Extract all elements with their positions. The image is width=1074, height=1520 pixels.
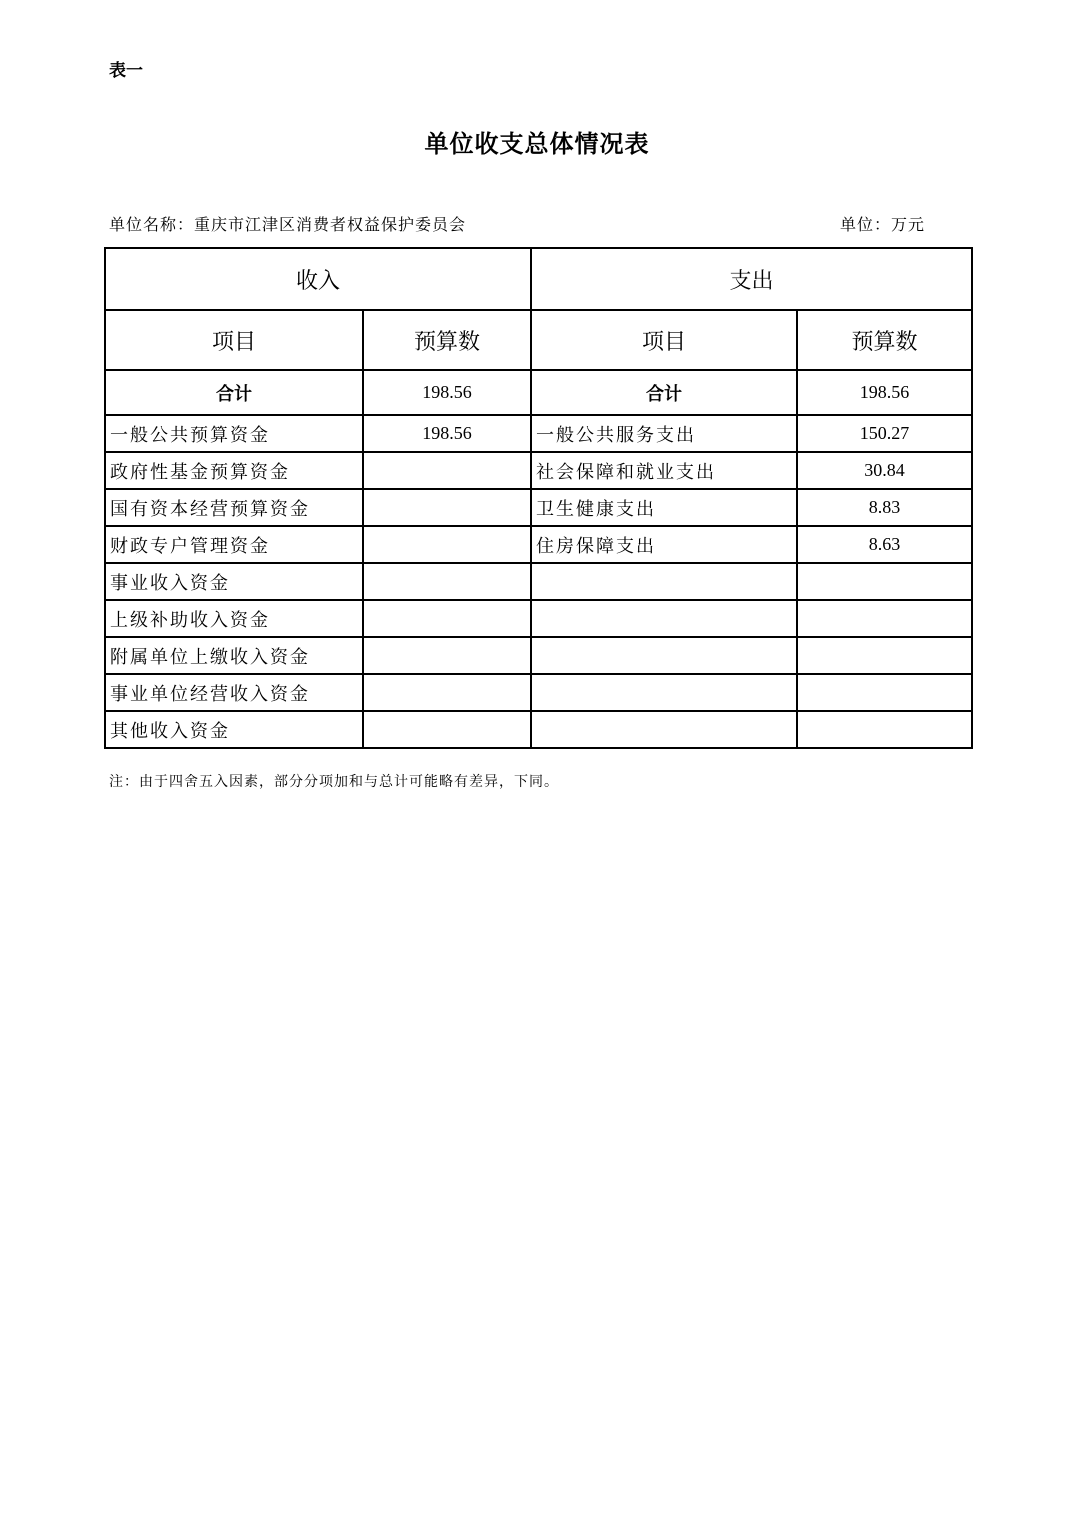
section-header-row: [105, 248, 972, 310]
expense-item-column-header: 项目: [531, 310, 797, 370]
expense-item-name: [531, 637, 797, 674]
rounding-footnote: 注：由于四舍五入因素，部分分项加和与总计可能略有差异，下同。: [109, 774, 559, 790]
income-item-value: [363, 452, 531, 489]
income-section-header: 收入: [105, 248, 531, 310]
expense-item-value: 8.63: [797, 526, 972, 563]
expense-item-name: [531, 600, 797, 637]
table-row: [105, 452, 972, 489]
expense-item-value: [797, 674, 972, 711]
expense-item-name: [531, 674, 797, 711]
income-item-value: 198.56: [363, 415, 531, 452]
expense-total-value: 198.56: [797, 370, 972, 415]
income-item-value: [363, 526, 531, 563]
income-item-name: 国有资本经营预算资金: [105, 489, 363, 526]
table-row: [105, 637, 972, 674]
total-row: [105, 370, 972, 415]
expense-item-name: 住房保障支出: [531, 526, 797, 563]
expense-item-value: [797, 563, 972, 600]
document-title: 单位收支总体情况表: [424, 130, 650, 158]
expense-item-name: 社会保障和就业支出: [531, 452, 797, 489]
expense-section-header: 支出: [531, 248, 972, 310]
income-item-name: 其他收入资金: [105, 711, 363, 748]
expense-item-name: 卫生健康支出: [531, 489, 797, 526]
table-row: [105, 674, 972, 711]
income-item-value: [363, 489, 531, 526]
income-item-value: [363, 637, 531, 674]
expense-item-value: [797, 600, 972, 637]
unit-name-line: 单位名称：重庆市江津区消费者权益保护委员会: [109, 215, 467, 234]
table-row: [105, 563, 972, 600]
expense-item-value: 30.84: [797, 452, 972, 489]
table-row: [105, 526, 972, 563]
expense-budget-column-header: 预算数: [797, 310, 972, 370]
expense-item-name: [531, 563, 797, 600]
income-item-name: 政府性基金预算资金: [105, 452, 363, 489]
income-total-label: 合计: [105, 370, 363, 415]
expense-item-value: [797, 711, 972, 748]
income-item-value: [363, 674, 531, 711]
table-row: [105, 711, 972, 748]
column-header-row: [105, 310, 972, 370]
expense-total-label: 合计: [531, 370, 797, 415]
expense-item-name: 一般公共服务支出: [531, 415, 797, 452]
income-total-value: 198.56: [363, 370, 531, 415]
expense-item-value: 8.83: [797, 489, 972, 526]
income-item-name: 附属单位上缴收入资金: [105, 637, 363, 674]
income-item-value: [363, 711, 531, 748]
expense-item-name: [531, 711, 797, 748]
budget-summary-table: [104, 247, 973, 749]
table-row: [105, 489, 972, 526]
expense-item-value: [797, 637, 972, 674]
income-item-value: [363, 600, 531, 637]
currency-unit-line: 单位：万元: [840, 215, 926, 234]
income-item-name: 一般公共预算资金: [105, 415, 363, 452]
income-item-name: 财政专户管理资金: [105, 526, 363, 563]
expense-item-value: 150.27: [797, 415, 972, 452]
income-item-name: 事业收入资金: [105, 563, 363, 600]
income-budget-column-header: 预算数: [363, 310, 531, 370]
income-item-name: 上级补助收入资金: [105, 600, 363, 637]
table-row: [105, 600, 972, 637]
income-item-column-header: 项目: [105, 310, 363, 370]
income-item-name: 事业单位经营收入资金: [105, 674, 363, 711]
table-row: [105, 415, 972, 452]
income-item-value: [363, 563, 531, 600]
table-number-label: 表一: [109, 61, 143, 81]
